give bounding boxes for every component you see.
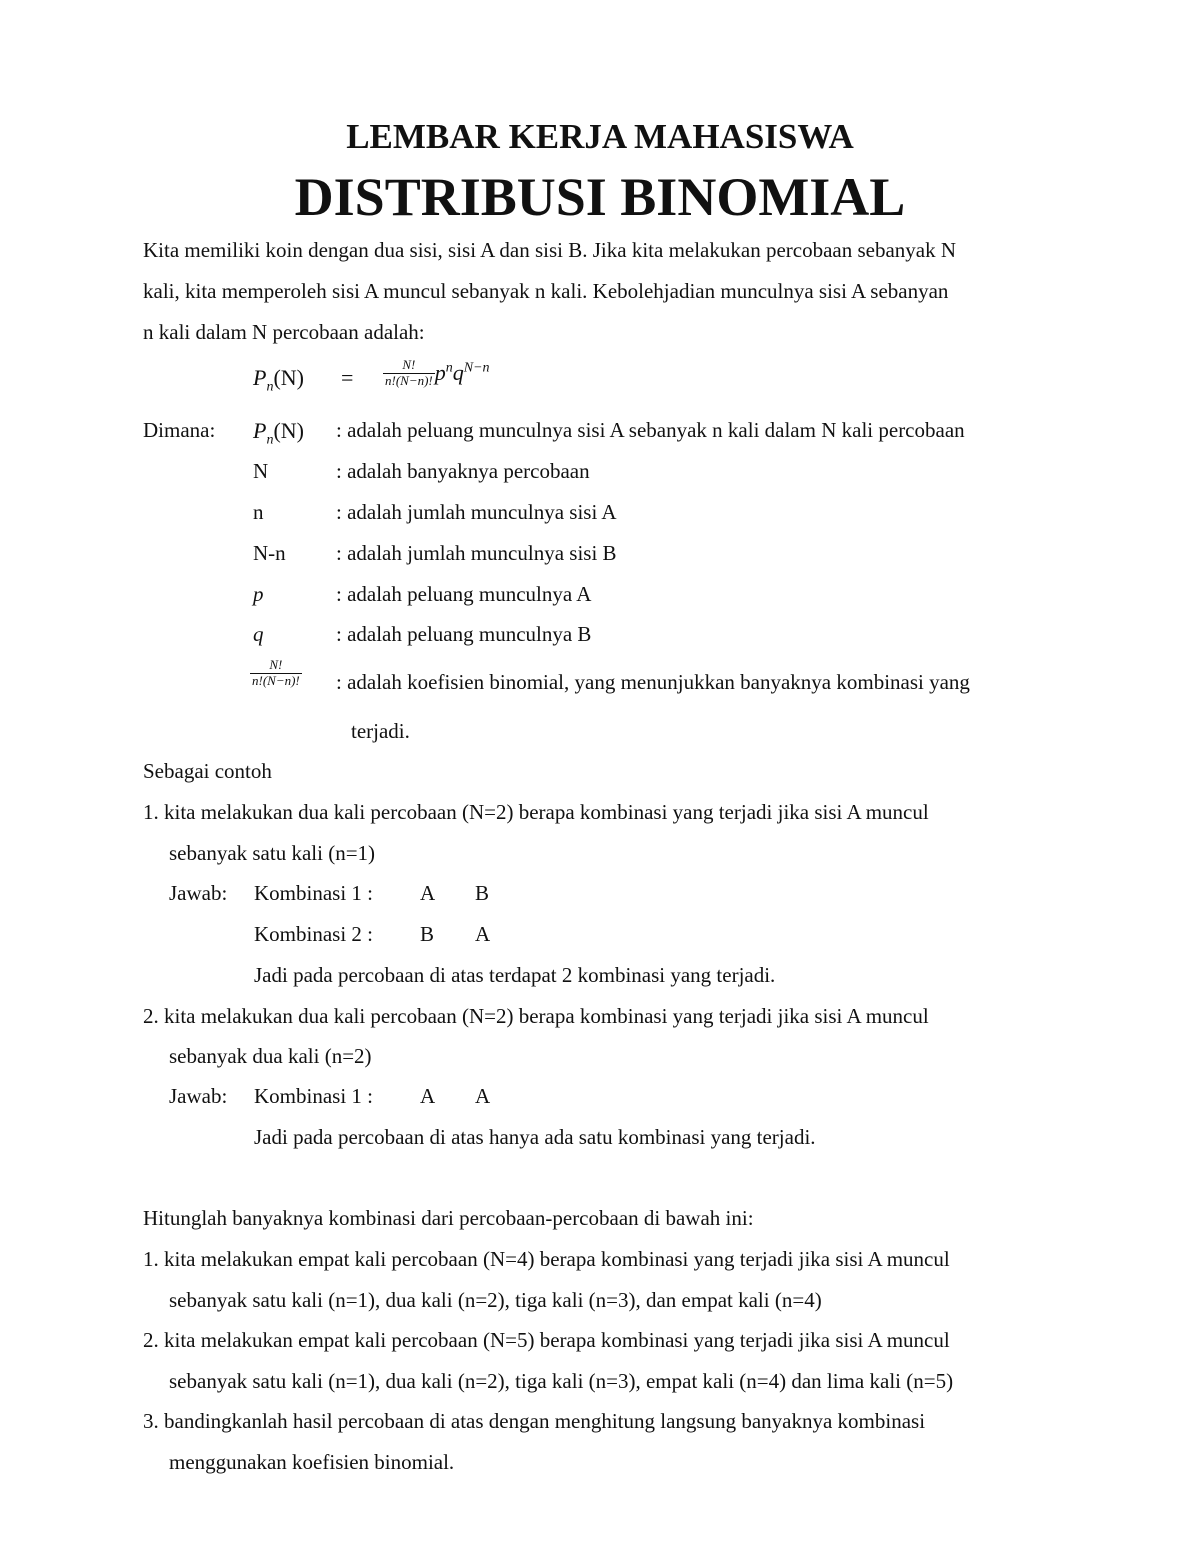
intro-line-3: n kali dalam N percobaan adalah: bbox=[143, 320, 425, 344]
def-desc-pn: : adalah peluang munculnya sisi A sebanyak n kali dalam N kali percobaan bbox=[336, 418, 965, 442]
exercise-heading: Hitunglah banyaknya kombinasi dari percobaan-percobaan di bawah ini: bbox=[143, 1206, 754, 1230]
example-heading: Sebagai contoh bbox=[143, 759, 272, 783]
example-1-combo-2-b: A bbox=[475, 922, 491, 946]
exercise-3-line-1: 3. bandingkanlah hasil percobaan di atas dengan menghitung langsung banyaknya kombinasi bbox=[143, 1409, 926, 1433]
def-desc-N: : adalah banyaknya percobaan bbox=[336, 459, 590, 483]
def-symbol-binomial: $\frac{N!}{n!(N-n)!}$ bbox=[252, 657, 300, 688]
example-2-line-2: sebanyak dua kali (n=2) bbox=[169, 1044, 372, 1068]
example-2-conclusion: Jadi pada percobaan di atas hanya ada satu kombinasi yang terjadi. bbox=[254, 1125, 816, 1149]
formula-equals: = bbox=[341, 365, 354, 390]
def-desc-binomial: : adalah koefisien binomial, yang menunjukkan banyaknya kombinasi yang bbox=[336, 670, 970, 694]
intro-line-2: kali, kita memperoleh sisi A muncul sebanyak n kali. Kebolehjadian munculnya sisi A sebanyan bbox=[143, 279, 949, 303]
exercise-2-line-2: sebanyak satu kali (n=1), dua kali (n=2), tiga kali (n=3), empat kali (n=4) dan lima kali (n=5) bbox=[169, 1369, 954, 1393]
example-2-combo-1-b: A bbox=[475, 1084, 491, 1108]
def-desc-binomial-cont: terjadi. bbox=[351, 719, 410, 743]
page-subtitle: DISTRIBUSI BINOMIAL bbox=[294, 167, 906, 227]
example-1-combo-1-a: A bbox=[420, 881, 436, 905]
definitions-label: Dimana: bbox=[143, 418, 216, 442]
example-2-combo-1-a: A bbox=[420, 1084, 436, 1108]
exercise-2-line-1: 2. kita melakukan empat kali percobaan (N=5) berapa kombinasi yang terjadi jika sisi A muncul bbox=[143, 1328, 950, 1352]
exercise-1-line-2: sebanyak satu kali (n=1), dua kali (n=2), tiga kali (n=3), dan empat kali (n=4) bbox=[169, 1288, 822, 1312]
example-1-answer-label: Jawab: bbox=[169, 881, 228, 905]
example-1-combo-1-b: B bbox=[475, 881, 490, 905]
def-symbol-pn: $P_n(N)$ bbox=[253, 418, 304, 448]
def-desc-N-minus-n: : adalah jumlah munculnya sisi B bbox=[336, 541, 617, 565]
example-2-combo-1-label: Kombinasi 1 : bbox=[254, 1084, 373, 1108]
example-2-answer-label: Jawab: bbox=[169, 1084, 228, 1108]
def-symbol-N-minus-n: N-n bbox=[253, 541, 286, 565]
exercise-3-line-2: menggunakan koefisien binomial. bbox=[169, 1450, 455, 1474]
binomial-coefficient-fraction: $\frac{N!}{n!(N-n)!}$ bbox=[385, 357, 433, 388]
example-1-combo-2-label: Kombinasi 2 : bbox=[254, 922, 373, 946]
formula-rhs: $\frac{N!}{n!(N-n)!}$ $p^nq^{N-n}$ bbox=[385, 357, 490, 388]
def-desc-q: : adalah peluang munculnya B bbox=[336, 622, 592, 646]
def-desc-n: : adalah jumlah munculnya sisi A bbox=[336, 500, 617, 524]
example-2-line-1: 2. kita melakukan dua kali percobaan (N=2) berapa kombinasi yang terjadi jika sisi A muncul bbox=[143, 1004, 929, 1028]
example-1-combo-2-a: B bbox=[420, 922, 435, 946]
def-desc-p: : adalah peluang munculnya A bbox=[336, 582, 592, 606]
page-title: LEMBAR KERJA MAHASISWA bbox=[346, 117, 854, 156]
def-symbol-p: p bbox=[253, 582, 264, 606]
example-1-combo-1-label: Kombinasi 1 : bbox=[254, 881, 373, 905]
example-1-line-2: sebanyak satu kali (n=1) bbox=[169, 841, 376, 865]
def-symbol-q: q bbox=[253, 622, 264, 646]
def-symbol-n: n bbox=[253, 500, 264, 524]
formula-lhs: $P_n(N)$ bbox=[253, 365, 304, 395]
exercise-1-line-1: 1. kita melakukan empat kali percobaan (N=4) berapa kombinasi yang terjadi jika sisi A muncul bbox=[143, 1247, 950, 1271]
example-1-conclusion: Jadi pada percobaan di atas terdapat 2 kombinasi yang terjadi. bbox=[254, 963, 776, 987]
intro-line-1: Kita memiliki koin dengan dua sisi, sisi A dan sisi B. Jika kita melakukan percobaan sebanyak N bbox=[143, 238, 957, 262]
def-symbol-N: N bbox=[253, 459, 269, 483]
example-1-line-1: 1. kita melakukan dua kali percobaan (N=2) berapa kombinasi yang terjadi jika sisi A muncul bbox=[143, 800, 929, 824]
